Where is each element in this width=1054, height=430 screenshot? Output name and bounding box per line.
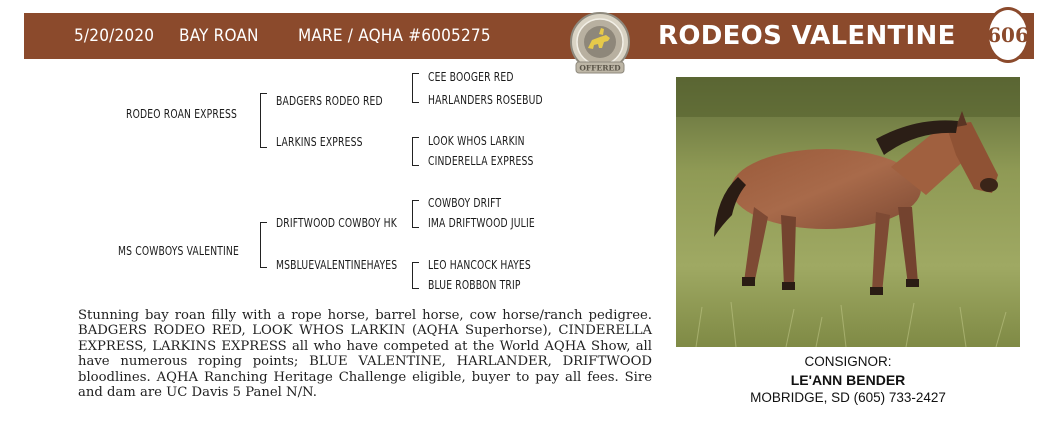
pedigree-sire: RODEO ROAN EXPRESS xyxy=(126,106,237,121)
consignor-name: LE'ANN BENDER xyxy=(790,372,906,388)
pedigree-dam-dam: MSBLUEVALENTINEHAYES xyxy=(276,257,398,272)
horse-description: Stunning bay roan filly with a rope horse, barrel horse, cow horse/ranch pedigree. BADGERS RODEO RED, LOOK WHOS LARKIN (AQHA Superhorse), CINDERELLA EXPRESS, LARKINS EXPRESS all who have competed at the World AQHA Show, all have numerous roping points; BLUE VALENTINE, HARLANDER, DRIFTWOOD bloodlines. AQHA Ranching Heritage Challenge eligible, buyer to pay all fees. Sire and dam are UC Davis 5 Panel N/N. xyxy=(78,308,652,401)
horse-name: RODEOS VALENTINE xyxy=(658,21,956,51)
seal-offered-text: OFFERED xyxy=(579,63,621,73)
pedigree-dam-sire-dam: IMA DRIFTWOOD JULIE xyxy=(428,215,535,230)
pedigree-dam-sire: DRIFTWOOD COWBOY HK xyxy=(276,215,397,230)
consignor-location: MOBRIDGE, SD (605) 733-2427 xyxy=(750,390,946,405)
lot-number-badge xyxy=(986,7,1030,63)
registration-info: MARE / AQHA #6005275 xyxy=(298,26,491,46)
lot-number: 606 xyxy=(987,23,1029,47)
pedigree-dam-dam-sire: LEO HANCOCK HAYES xyxy=(428,257,531,272)
pedigree-sire-dam-sire: LOOK WHOS LARKIN xyxy=(428,133,525,148)
ranch-horse-seal-icon xyxy=(566,10,634,78)
pedigree-dam: MS COWBOYS VALENTINE xyxy=(118,243,239,258)
header-bar xyxy=(24,13,1034,59)
sale-date: 5/20/2020 xyxy=(74,26,155,46)
bay-roan-foal-photo xyxy=(676,77,1020,347)
pedigree-dam-dam-dam: BLUE ROBBON TRIP xyxy=(428,277,521,292)
pedigree-sire-sire-dam: HARLANDERS ROSEBUD xyxy=(428,92,543,107)
consignor-label: CONSIGNOR: xyxy=(804,354,892,369)
pedigree-sire-dam: LARKINS EXPRESS xyxy=(276,134,363,149)
pedigree-dam-sire-sire: COWBOY DRIFT xyxy=(428,195,502,210)
horse-color: BAY ROAN xyxy=(179,26,259,46)
pedigree-sire-dam-dam: CINDERELLA EXPRESS xyxy=(428,153,534,168)
pedigree-sire-sire-sire: CEE BOOGER RED xyxy=(428,69,514,84)
pedigree-sire-sire: BADGERS RODEO RED xyxy=(276,93,383,108)
